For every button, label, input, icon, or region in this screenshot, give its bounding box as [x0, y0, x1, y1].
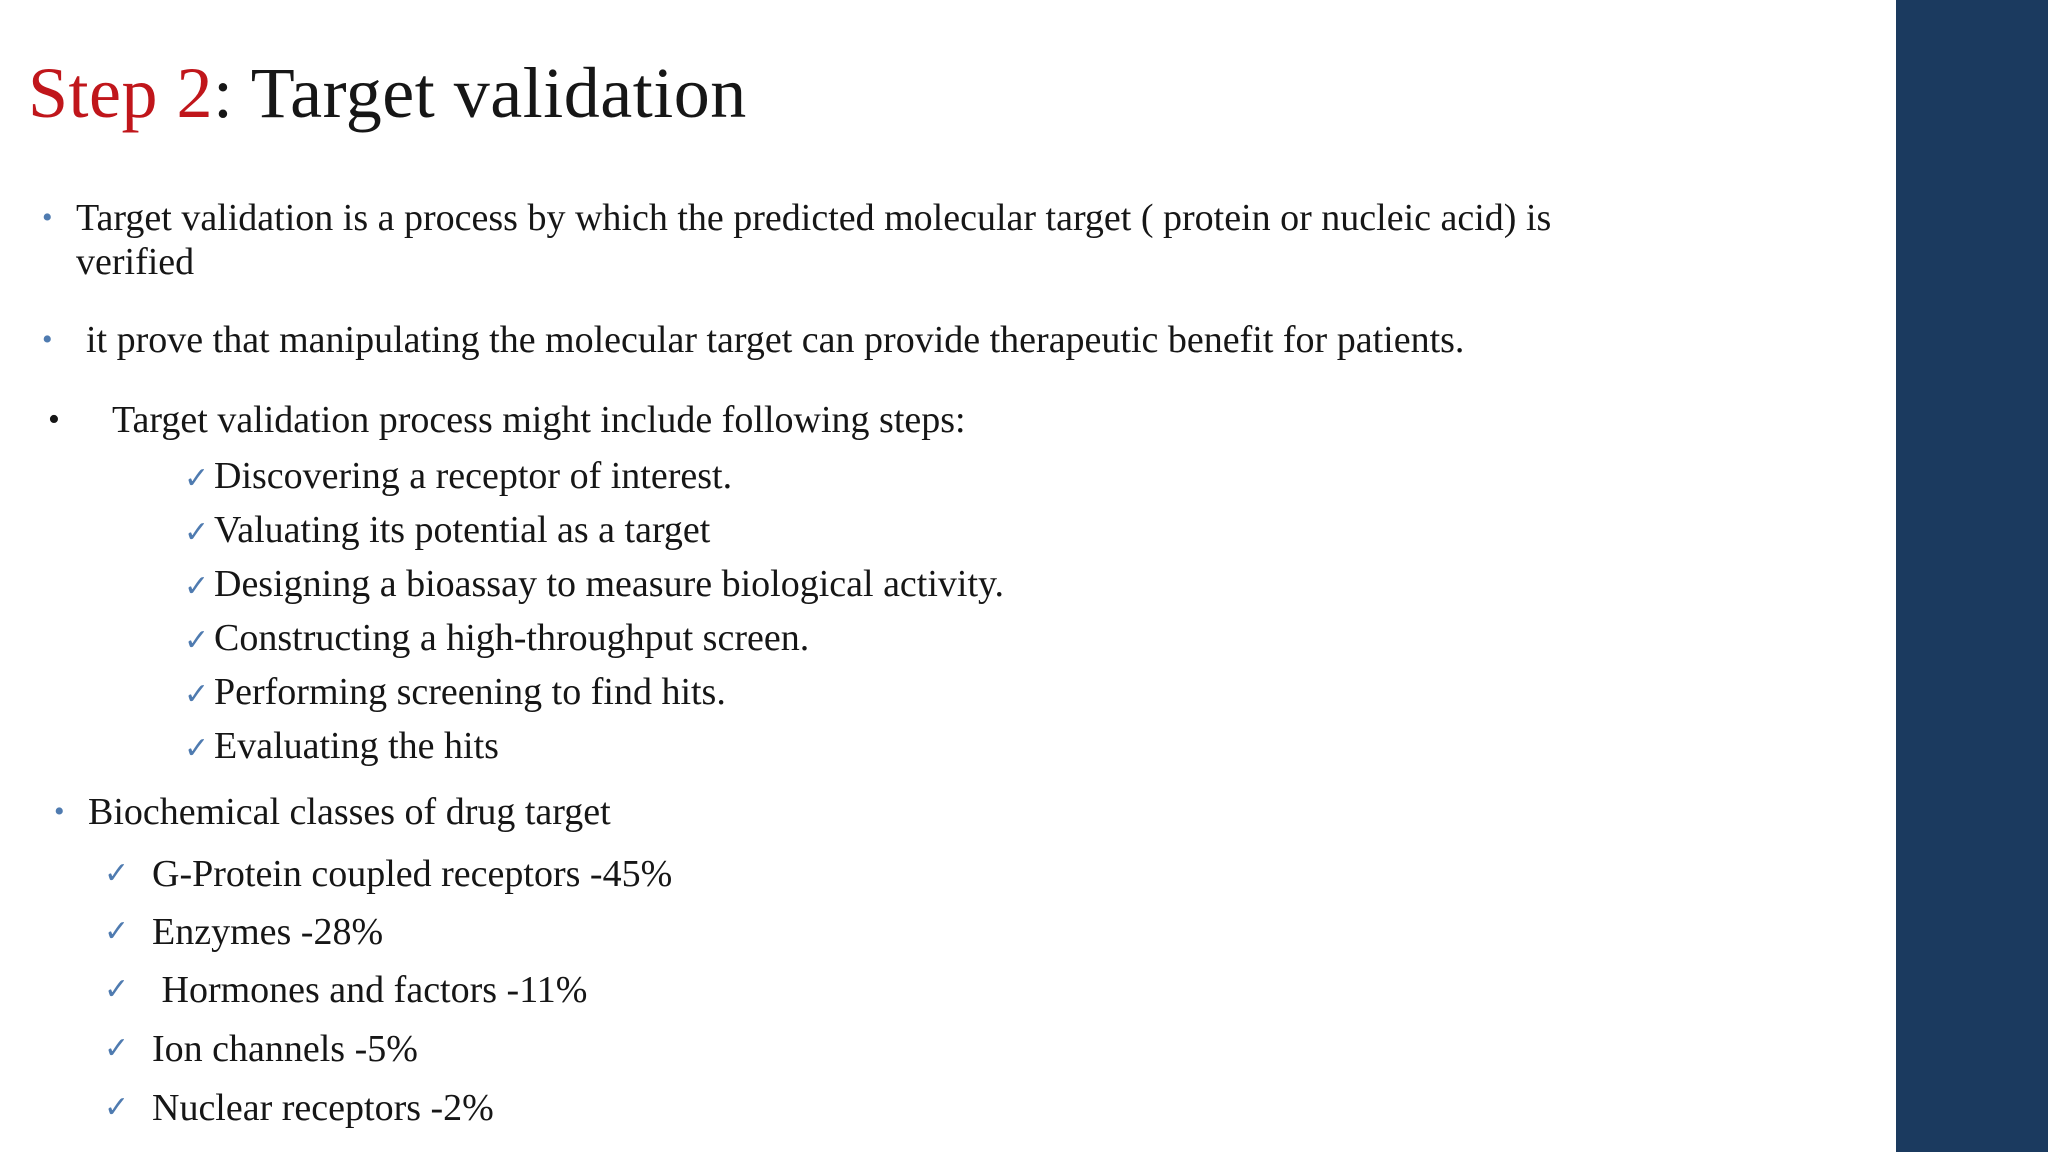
bullet-text: Target validation process might include following steps: [112, 399, 966, 441]
checkmark-icon: ✓ [104, 1031, 130, 1066]
validation-step [184, 616, 809, 663]
slide-title [28, 48, 747, 138]
validation-step-label: Performing screening to find hits. [214, 671, 726, 713]
drug-target-class: Enzymes -28% [152, 911, 384, 953]
checkmark-icon: ✓ [184, 731, 210, 766]
title-accent: Step 2 [28, 53, 214, 133]
bullet-text: it prove that manipulating the molecular target can provide therapeutic benefit for patients. [86, 319, 1465, 361]
drug-target-class: Hormones and factors -11% [152, 969, 588, 1011]
checkmark-icon: ✓ [184, 461, 210, 496]
validation-step-label: Constructing a high-throughput screen. [214, 617, 810, 659]
validation-step [184, 670, 726, 717]
bullet-dot-icon: • [42, 201, 53, 234]
bullet-text-continuation: verified [76, 241, 195, 283]
checkmark-icon: ✓ [104, 972, 130, 1007]
checkmark-icon: ✓ [184, 569, 210, 604]
bullet-dot-icon: • [48, 401, 60, 438]
validation-step [184, 508, 710, 555]
validation-step-label: Designing a bioassay to measure biological activity. [214, 563, 1005, 605]
bullet-dot-icon: • [42, 323, 53, 356]
bullet-text: Target validation is a process by which the predicted molecular target ( protein or nucleic acid) is [76, 197, 1552, 239]
checkmark-icon: ✓ [104, 914, 130, 949]
drug-target-class: G-Protein coupled receptors -45% [152, 853, 673, 895]
validation-step-label: Valuating its potential as a target [214, 509, 711, 551]
checkmark-icon: ✓ [104, 1090, 130, 1125]
validation-step [184, 454, 732, 501]
validation-step-label: Discovering a receptor of interest. [214, 455, 733, 497]
validation-step-label: Evaluating the hits [214, 725, 499, 767]
checkmark-icon: ✓ [184, 677, 210, 712]
drug-target-class: Nuclear receptors -2% [152, 1087, 494, 1129]
bullet-dot-icon: • [54, 795, 65, 828]
checkmark-icon: ✓ [184, 515, 210, 550]
classes-heading: Biochemical classes of drug target [88, 791, 611, 833]
drug-target-class: Ion channels -5% [152, 1028, 418, 1070]
checkmark-icon: ✓ [104, 856, 130, 891]
right-decorative-band [1896, 0, 2048, 1152]
validation-step [184, 562, 1004, 609]
checkmark-icon: ✓ [184, 623, 210, 658]
validation-step [184, 724, 499, 771]
title-rest: : Target validation [213, 53, 747, 133]
